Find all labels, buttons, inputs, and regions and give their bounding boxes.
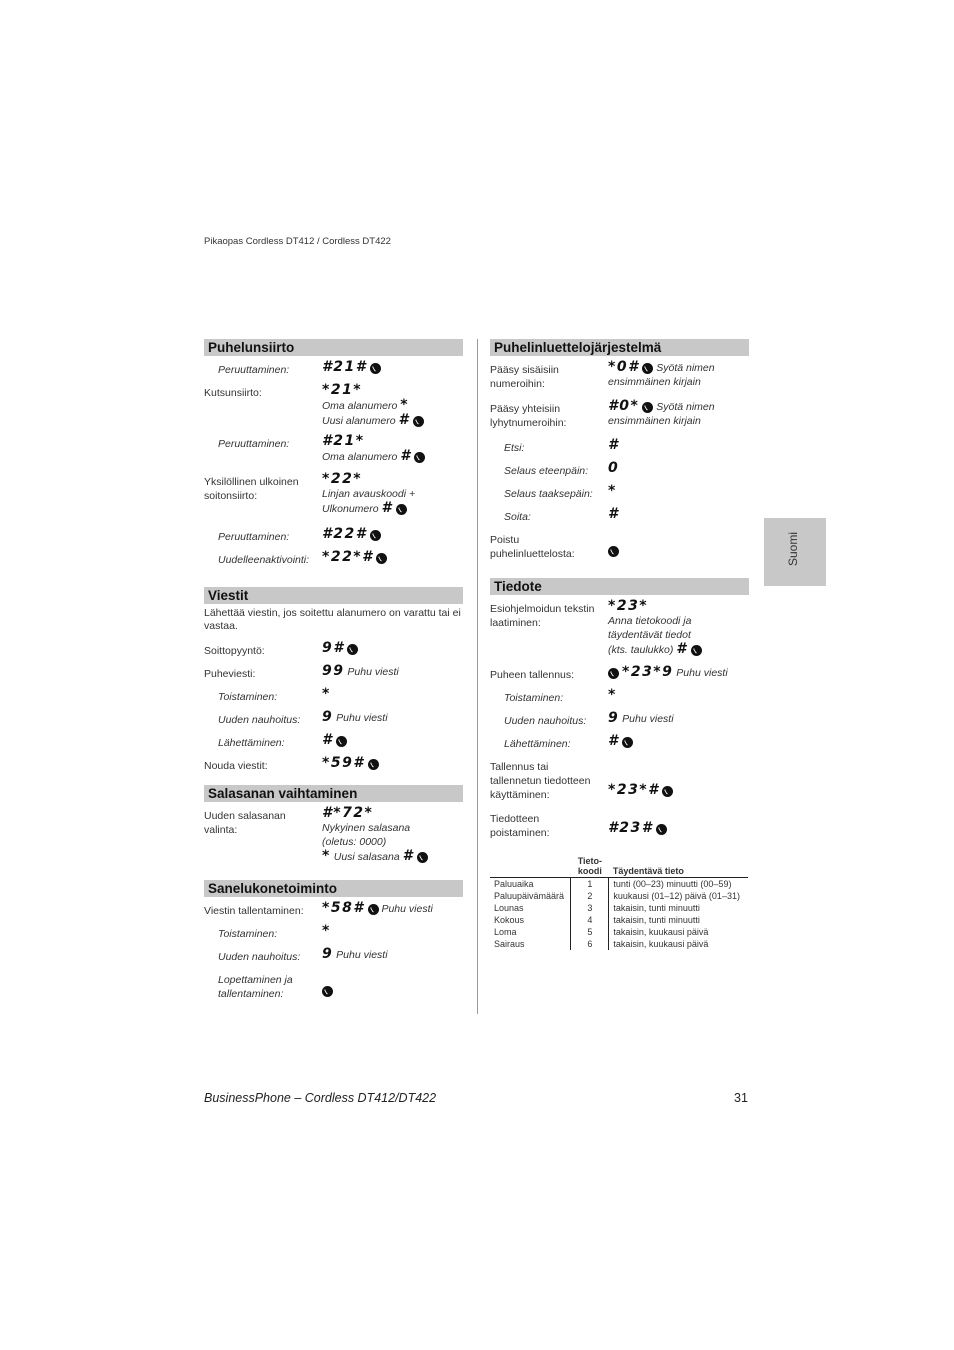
key-code: * — [608, 483, 617, 499]
key-code: # — [398, 412, 410, 428]
row-etsi — [490, 436, 749, 459]
row-label: Soittopyyntö: — [204, 645, 265, 657]
table-row — [490, 938, 748, 950]
key-code: *0# — [608, 359, 640, 375]
key-code: #21* — [322, 433, 365, 449]
table-row — [490, 878, 748, 891]
handset-icon — [656, 824, 667, 835]
language-tab — [764, 518, 826, 586]
key-code: # — [322, 732, 334, 748]
handset-icon — [414, 452, 425, 463]
note-text: Puhu viesti — [622, 713, 674, 725]
handset-icon — [691, 645, 702, 656]
row-label: Selaus eteenpäin: — [504, 465, 589, 477]
section-title: Sanelukonetoiminto — [204, 880, 463, 897]
table-row — [490, 890, 748, 902]
section-puhelinluettelo — [490, 339, 749, 566]
note-text: Puhu viesti — [336, 949, 388, 961]
note-text: Nykyinen salasana — [322, 822, 411, 834]
row-puheviesti — [204, 662, 463, 685]
table-cell: 6 — [571, 938, 609, 950]
running-header: Pikaopas Cordless DT412 / Cordless DT422 — [204, 236, 391, 247]
section-puhelunsiirto — [204, 339, 463, 571]
key-code: 9 — [322, 709, 334, 725]
row-label: Etsi: — [504, 442, 525, 454]
row-toistaminen — [490, 686, 749, 709]
row-peruuttaminen-3 — [204, 525, 463, 548]
row-uusi-salasana — [204, 804, 463, 876]
note-text: Anna tietokoodi ja — [608, 615, 692, 627]
section-viestit — [204, 587, 463, 777]
row-label: Tallennus tai tallennetun tiedotteen käyttäminen: — [490, 761, 591, 801]
key-code: 9 — [608, 710, 620, 726]
section-title: Salasanan vaihtaminen — [204, 785, 463, 802]
row-label: Toistaminen: — [218, 691, 278, 703]
table-row — [490, 914, 748, 926]
row-label: Puheviesti: — [204, 668, 256, 680]
row-label: Esiohjelmoidun tekstin laatiminen: — [490, 603, 595, 629]
handset-icon — [413, 416, 424, 427]
section-intro: Lähettää viestin, jos soitettu alanumero on varattu tai ei vastaa. — [204, 607, 461, 632]
note-text: Oma alanumero — [322, 451, 398, 463]
key-code: * — [322, 686, 331, 702]
note-text: Syötä nimen — [656, 362, 715, 374]
handset-icon — [622, 737, 633, 748]
section-tiedote — [490, 578, 749, 950]
note-text: Puhu viesti — [381, 903, 433, 915]
key-code: *22*# — [322, 549, 374, 565]
table-cell: takaisin, tunti minuutti — [613, 903, 700, 913]
section-title: Viestit — [204, 587, 463, 604]
row-tallennus-kaytto — [490, 755, 749, 807]
note-text: Puhu viesti — [676, 667, 728, 679]
row-label: Poistu puhelinluettelosta: — [490, 534, 575, 560]
key-code: 9# — [322, 640, 345, 656]
key-code: #21# — [322, 359, 367, 375]
row-label: Pääsy sisäisiin numeroihin: — [490, 364, 559, 390]
table-cell: 1 — [571, 878, 609, 891]
row-label: Pääsy yhteisiin lyhytnumeroihin: — [490, 403, 567, 429]
key-code: *59# — [322, 755, 365, 771]
key-code: *23* — [608, 598, 649, 614]
section-sanelu — [204, 880, 463, 1002]
table-cell: kuukausi (01–12) päivä (01–31) — [613, 891, 740, 901]
row-lahettaminen — [490, 732, 749, 755]
row-toistaminen — [204, 685, 463, 708]
row-label: Toistaminen: — [504, 692, 564, 704]
key-code: *23*9 — [622, 664, 674, 680]
table-row — [490, 926, 748, 938]
handset-icon — [608, 668, 619, 679]
row-label: Uuden nauhoitus: — [218, 714, 301, 726]
note-text: täydentävät tiedot — [608, 629, 691, 641]
info-code-table — [490, 855, 748, 950]
handset-icon — [662, 786, 673, 797]
table-cell: Paluuaika — [494, 879, 534, 889]
row-label: Soita: — [504, 511, 531, 523]
key-code: 0 — [608, 460, 620, 476]
row-selaus-taaksepain — [490, 482, 749, 505]
handset-icon — [368, 759, 379, 770]
key-code: *22* — [322, 471, 363, 487]
handset-icon — [370, 530, 381, 541]
row-label: Lopettaminen ja tallentaminen: — [218, 974, 293, 1000]
handset-icon — [396, 504, 407, 515]
section-salasana — [204, 785, 463, 876]
row-uuden-nauhoitus — [204, 708, 463, 731]
key-code: # — [402, 848, 414, 864]
note-text: Uusi alanumero — [322, 415, 396, 427]
key-code: #22# — [322, 526, 367, 542]
key-code: * — [400, 397, 410, 413]
row-soittopyynto — [204, 639, 463, 662]
row-peruuttaminen — [204, 358, 463, 381]
key-code: #0* — [608, 398, 640, 414]
key-code: * — [322, 848, 331, 864]
handset-icon — [642, 363, 653, 374]
table-header: Tieto-koodi — [571, 855, 609, 878]
key-code: * — [608, 687, 617, 703]
handset-icon — [347, 644, 358, 655]
note-text: Puhu viesti — [336, 712, 388, 724]
page-number: 31 — [734, 1091, 748, 1105]
table-cell: 3 — [571, 902, 609, 914]
note-text: (oletus: 0000) — [322, 836, 387, 848]
row-label: Lähettäminen: — [504, 738, 571, 750]
row-label: Peruuttaminen: — [218, 364, 290, 376]
table-cell: Paluupäivämäärä — [494, 891, 565, 901]
key-code: *58# — [322, 900, 365, 916]
key-code: 9 — [322, 946, 334, 962]
row-ulkoinen-soitonsiirto — [204, 470, 463, 525]
section-title: Puhelunsiirto — [204, 339, 463, 356]
column-divider — [477, 339, 478, 1014]
row-toistaminen — [204, 922, 463, 945]
row-uudelleenaktivointi — [204, 548, 463, 571]
row-puheen-tallennus — [490, 663, 749, 686]
note-text: Uusi salasana — [333, 851, 400, 863]
row-soita — [490, 505, 749, 528]
language-tab-label: Suomi — [786, 532, 800, 567]
key-code: *21* — [322, 382, 363, 398]
row-selaus-eteenpain — [490, 459, 749, 482]
section-title: Tiedote — [490, 578, 749, 595]
table-header: Täydentävä tieto — [609, 855, 748, 878]
key-code: *23*# — [608, 782, 660, 798]
handset-icon — [417, 852, 428, 863]
row-label: Uuden nauhoitus: — [504, 715, 587, 727]
row-label: Uuden nauhoitus: — [218, 951, 301, 963]
table-header-row — [490, 855, 748, 878]
key-code: # — [400, 448, 412, 464]
table-cell: Sairaus — [494, 939, 525, 949]
row-label: Viestin tallentaminen: — [204, 905, 304, 917]
row-label: Uuden salasanan valinta: — [204, 810, 286, 836]
footer-title: BusinessPhone – Cordless DT412/DT422 — [204, 1091, 437, 1105]
key-code: # — [608, 506, 620, 522]
handset-icon — [642, 402, 653, 413]
key-code: # — [676, 641, 688, 657]
row-label: Puheen tallennus: — [490, 669, 575, 681]
row-label: Uudelleenaktivointi: — [218, 554, 310, 566]
table-cell: tunti (00–23) minuutti (00–59) — [613, 879, 732, 889]
note-text: (kts. taulukko) — [608, 644, 674, 656]
row-label: Selaus taaksepäin: — [504, 488, 593, 500]
table-cell: 5 — [571, 926, 609, 938]
key-code: #23# — [608, 820, 653, 836]
handset-icon — [368, 904, 379, 915]
note-text: ensimmäinen kirjain — [608, 415, 701, 427]
note-text: Syötä nimen — [656, 401, 715, 413]
key-code: * — [322, 923, 331, 939]
row-peruuttaminen-2 — [204, 432, 463, 470]
row-esiohjelmoitu-teksti — [490, 597, 749, 663]
row-uuden-nauhoitus — [490, 709, 749, 732]
row-label: Toistaminen: — [218, 928, 278, 940]
row-sisaiset-numerot — [490, 358, 749, 397]
row-label: Lähettäminen: — [218, 737, 285, 749]
table-cell: Loma — [494, 927, 517, 937]
key-code: # — [608, 733, 620, 749]
table-cell: takaisin, kuukausi päivä — [613, 927, 709, 937]
note-text: Puhu viesti — [347, 666, 399, 678]
row-poistu — [490, 528, 749, 566]
row-uuden-nauhoitus — [204, 945, 463, 968]
table-cell: takaisin, tunti minuutti — [613, 915, 700, 925]
note-text: ensimmäinen kirjain — [608, 376, 701, 388]
table-cell: 2 — [571, 890, 609, 902]
row-label: Yksilöllinen ulkoinen soitonsiirto: — [204, 476, 299, 502]
key-code: # — [381, 500, 393, 516]
handset-icon — [336, 736, 347, 747]
note-text: Linjan avauskoodi + — [322, 488, 416, 500]
key-code: #*72* — [322, 805, 374, 821]
key-code: # — [608, 437, 620, 453]
table-cell: 4 — [571, 914, 609, 926]
section-title: Puhelinluettelojärjestelmä — [490, 339, 749, 356]
row-label: Tiedotteen poistaminen: — [490, 813, 550, 839]
row-lopettaminen — [204, 968, 463, 1002]
handset-icon — [608, 546, 619, 557]
row-label: Peruuttaminen: — [218, 438, 290, 450]
key-code: 99 — [322, 663, 345, 679]
table-cell: takaisin, kuukausi päivä — [613, 939, 709, 949]
row-label: Peruuttaminen: — [218, 531, 290, 543]
row-label: Kutsunsiirto: — [204, 387, 262, 399]
row-tiedotteen-poisto — [490, 807, 749, 845]
row-lahettaminen — [204, 731, 463, 754]
handset-icon — [376, 553, 387, 564]
table-cell: Lounas — [494, 903, 524, 913]
table-cell: Kokous — [494, 915, 525, 925]
table-header — [490, 855, 571, 878]
note-text: Oma alanumero — [322, 400, 398, 412]
table-row — [490, 902, 748, 914]
handset-icon — [322, 986, 333, 997]
row-viestin-tallentaminen — [204, 899, 463, 922]
handset-icon — [370, 363, 381, 374]
row-lyhytnumerot — [490, 397, 749, 436]
right-column — [490, 339, 749, 950]
row-label: Nouda viestit: — [204, 760, 268, 772]
row-nouda-viestit — [204, 754, 463, 777]
note-text: Ulkonumero — [322, 503, 379, 515]
row-kutsunsiirto — [204, 381, 463, 432]
left-column — [204, 339, 463, 1002]
